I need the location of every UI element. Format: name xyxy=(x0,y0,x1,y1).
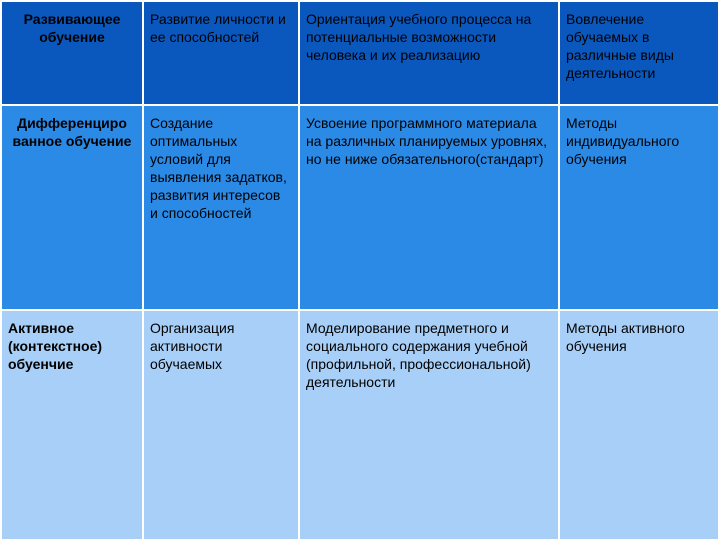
content-cell: Усвоение программного материала на различных планируемых уровнях, но не ниже обязательного(стандарт) xyxy=(299,105,559,310)
method-cell: Методы активного обучения xyxy=(559,310,719,540)
goal-cell: Создание оптимальных условий для выявления задатков, развития интересов и способностей xyxy=(143,105,299,310)
method-cell: Методы индивидуального обучения xyxy=(559,105,719,310)
row-name-cell: Активное (контекстное) обуенчие xyxy=(1,310,143,540)
method-cell: Вовлечение обучаемых в различные виды деятельности xyxy=(559,1,719,105)
table-row xyxy=(1,105,719,310)
goal-cell: Развитие личности и ее способностей xyxy=(143,1,299,105)
content-cell: Моделирование предметного и социального содержания учебной (профильной, профессиональной) деятельности xyxy=(299,310,559,540)
row-name-cell: Развивающее обучение xyxy=(1,1,143,105)
content-cell: Ориентация учебного процесса на потенциальные возможности человека и их реализацию xyxy=(299,1,559,105)
goal-cell: Организация активности обучаемых xyxy=(143,310,299,540)
row-name-cell: Дифференциро ванное обучение xyxy=(1,105,143,310)
table-row xyxy=(1,310,719,540)
table-row xyxy=(1,1,719,105)
